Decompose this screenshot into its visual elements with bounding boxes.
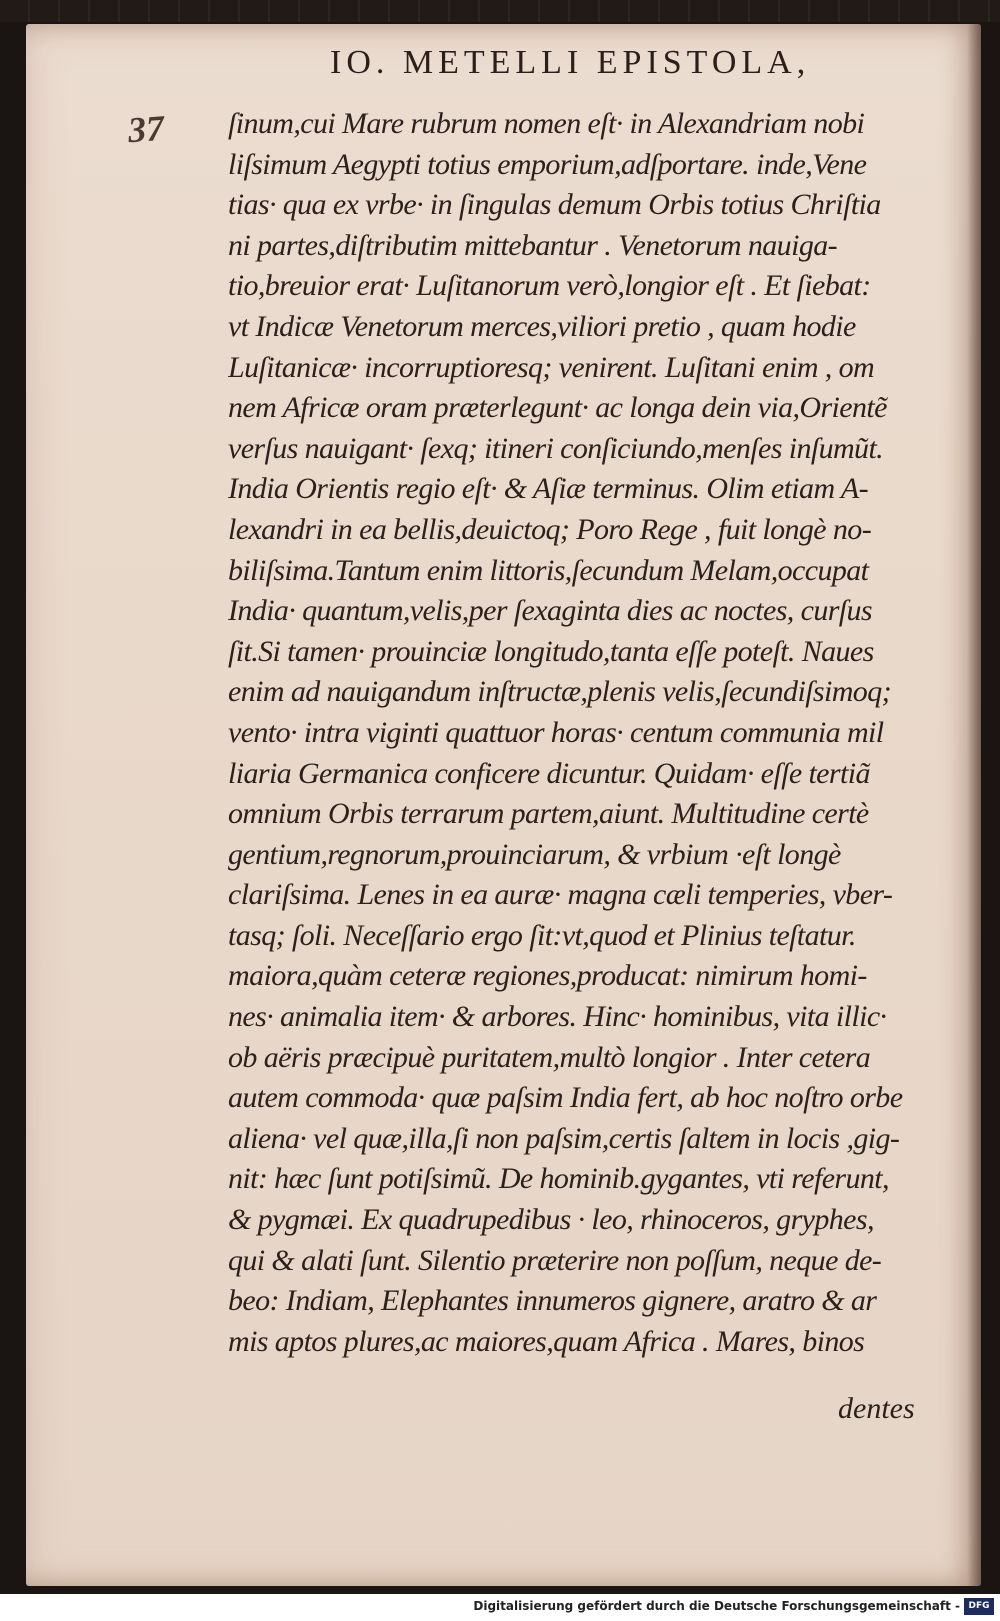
text-line: beo: Indiam, Elephantes innumeros gignere, aratro & ar xyxy=(228,1284,877,1318)
scan-top-edge xyxy=(0,0,1000,22)
text-line: verſus nauigant· ſexq; itineri conſiciundo,menſes inſumũt. xyxy=(228,431,884,465)
text-line: gentium,regnorum,prouinciarum, & vrbium ·eſt longè xyxy=(228,837,841,871)
text-line: biliſsima.Tantum enim littoris,ſecundum Melam,occupat xyxy=(228,553,869,587)
text-line: India· quantum,velis,per ſexaginta dies ac noctes, curſus xyxy=(228,594,873,628)
text-line: lexandri in ea bellis,deuictoq; Poro Rege , fuit longè no- xyxy=(228,512,872,546)
text-line: & pygmæi. Ex quadrupedibus · leo, rhinoceros, gryphes, xyxy=(228,1203,874,1237)
text-line: tio,breuior erat· Luſitanorum verò,longior eſt . Et ſiebat: xyxy=(228,269,871,303)
digitization-footer xyxy=(0,1594,1000,1621)
text-line: qui & alati ſunt. Silentio præterire non poſſum, neque de- xyxy=(228,1243,882,1277)
text-line: ſinum,cui Mare rubrum nomen eſt· in Alexandriam nobi xyxy=(228,107,865,140)
text-line: ſit.Si tamen· prouinciæ longitudo,tanta eſſe poteſt. Naues xyxy=(228,634,874,668)
text-line: tias· qua ex vrbe· in ſingulas demum Orbis totius Chriſtia xyxy=(228,188,881,222)
text-line: maiora,quàm ceteræ regiones,producat: nimirum homi- xyxy=(228,959,867,993)
text-line: enim ad nauigandum inſtructæ,plenis velis,ſecundiſsimoq; xyxy=(228,675,891,709)
running-head: IO. METELLI EPISTOLA, xyxy=(330,44,811,81)
text-line: vt Indicæ Venetorum merces,viliori pretio , quam hodie xyxy=(228,309,856,343)
text-line: nem Africæ oram præterlegunt· ac longa dein via,Orientẽ xyxy=(228,391,887,425)
marginal-page-note: 37 xyxy=(126,107,166,151)
text-line: liſsimum Aegypti totius emporium,adſportare. inde,Vene xyxy=(228,147,867,181)
text-line: vento· intra viginti quattuor horas· centum communia mil xyxy=(228,715,884,749)
text-line: Luſitanicæ· incorruptioresq; venirent. Luſitani enim , om xyxy=(228,350,875,384)
text-line: omnium Orbis terrarum partem,aiunt. Multitudine certè xyxy=(228,797,869,831)
text-line: autem commoda· quæ paſsim India fert, ab hoc noſtro orbe xyxy=(228,1081,903,1115)
body-text xyxy=(228,104,928,1362)
text-line: aliena· vel quæ,illa,ſi non paſsim,certis ſaltem in locis ,gig- xyxy=(228,1121,900,1155)
text-line: nes· animalia item· & arbores. Hinc· hominibus, vita illic· xyxy=(228,1000,887,1034)
page-gutter-shadow xyxy=(967,24,981,1586)
footer-credit: Digitalisierung gefördert durch die Deutsche Forschungsgemeinschaft - xyxy=(473,1599,960,1613)
text-line: ni partes,diſtributim mittebantur . Venetorum nauiga- xyxy=(228,228,838,262)
text-line: liaria Germanica conficere dicuntur. Quidam· eſſe tertiã xyxy=(228,756,870,790)
text-line: India Orientis regio eſt· & Aſiæ terminus. Olim etiam A- xyxy=(228,472,868,506)
text-line: mis aptos plures,ac maiores,quam Africa . Mares, binos xyxy=(228,1324,865,1358)
text-line: clariſsima. Lenes in ea auræ· magna cæli temperies, vber- xyxy=(228,878,893,912)
text-line: tasq; ſoli. Neceſſario ergo ſit:vt,quod et Plinius teſtatur. xyxy=(228,918,856,952)
text-line: nit: hæc ſunt potiſsimũ. De hominib.gygantes, vti referunt, xyxy=(228,1162,889,1196)
catchword: dentes xyxy=(838,1392,915,1425)
dfg-logo: DFG xyxy=(964,1598,994,1615)
text-line: ob aëris præcipuè puritatem,multò longior . Inter cetera xyxy=(228,1040,871,1074)
